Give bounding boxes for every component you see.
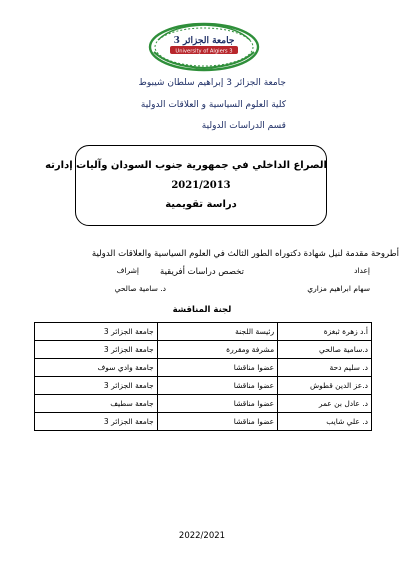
academic-year: 2022/2021 [178, 531, 226, 541]
member-name: د.عز الدين قطوش [278, 377, 372, 395]
prepared-by-label: إعداد [354, 266, 370, 275]
member-role: مشرفة ومقررة [157, 341, 277, 359]
committee-title: لجنة المناقشة [172, 305, 232, 315]
specialization: تخصص دراسات أفريقية [160, 267, 244, 277]
supervisor-label: إشراف [116, 266, 139, 275]
table-row [35, 341, 372, 359]
table-row [35, 377, 372, 395]
committee-table [34, 322, 372, 431]
student-name: سهام ابراهيم مزاري [307, 284, 370, 293]
svg-text:جامعة الجزائر 3: جامعة الجزائر 3 [173, 36, 235, 46]
member-role: عضوا مناقشا [157, 395, 277, 413]
member-role: عضوا مناقشا [157, 377, 277, 395]
member-university: جامعة الجزائر 3 [35, 377, 158, 395]
university-logo [148, 22, 260, 72]
table-row [35, 413, 372, 431]
thesis-statement: أطروحة مقدمة لنيل شهادة دكتوراه الطور الثالث في العلوم السياسية والعلاقات الدولية [91, 249, 399, 259]
member-name: د.سامية صالحي [278, 341, 372, 359]
member-university: جامعة الجزائر 3 [35, 413, 158, 431]
svg-text:University of Algiers 3: University of Algiers 3 [175, 48, 233, 55]
thesis-subtitle: دراسة تقويمية [165, 199, 237, 210]
supervisor-name: د. سامية صالحي [114, 284, 166, 293]
member-name: د. عادل بن عمر [278, 395, 372, 413]
member-university: جامعة وادي سوف [35, 359, 158, 377]
thesis-title: الصراع الداخلي في جمهورية جنوب السودان وآليات إدارته [45, 160, 327, 171]
member-name: د. سليم دحة [278, 359, 372, 377]
member-name: أ.د زهرة ثبغزة [278, 323, 372, 341]
university-name: جامعة الجزائر 3 إبراهيم سلطان شيبوط [138, 78, 286, 88]
department-name: قسم الدراسات الدولية [201, 121, 286, 131]
faculty-name: كلية العلوم السياسية و العلاقات الدولية [140, 100, 286, 110]
member-role: عضوا مناقشا [157, 413, 277, 431]
member-university: جامعة الجزائر 3 [35, 341, 158, 359]
table-row [35, 323, 372, 341]
table-row [35, 395, 372, 413]
member-role: رئيسة اللجنة [157, 323, 277, 341]
thesis-period: 2021/2013 [171, 180, 231, 191]
member-university: جامعة سطيف [35, 395, 158, 413]
member-role: عضوا مناقشا [157, 359, 277, 377]
member-university: جامعة الجزائر 3 [35, 323, 158, 341]
table-row [35, 359, 372, 377]
member-name: د. علي شايب [278, 413, 372, 431]
